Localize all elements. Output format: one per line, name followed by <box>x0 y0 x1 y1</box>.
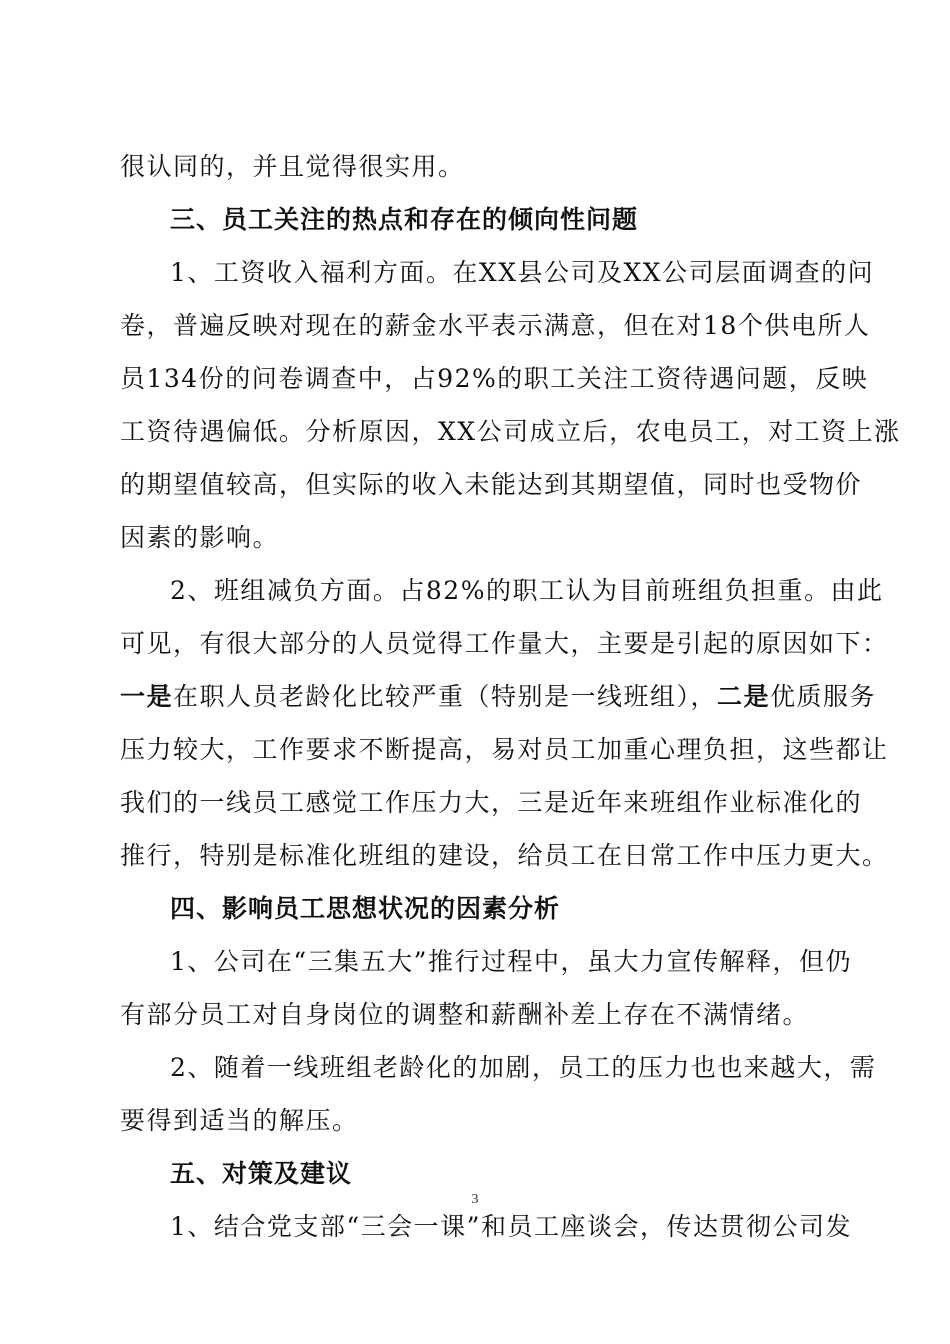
paragraph-line: 压力较大，工作要求不断提高，易对员工加重心理负担，这些都让 <box>120 735 889 764</box>
page-number: 3 <box>471 1192 479 1207</box>
paragraph-line: 推行，特别是标准化班组的建设，给员工在日常工作中压力更大。 <box>120 841 889 870</box>
paragraph-line: 1、工资收入福利方面。在XX县公司及XX公司层面调查的问 <box>170 258 875 287</box>
body-text <box>120 140 901 1253</box>
paragraph-line: 卷，普遍反映对现在的薪金水平表示满意，但在对18个供电所人 <box>120 311 871 340</box>
paragraph-line: 2、随着一线班组老龄化的加剧，员工的压力也也来越大，需 <box>170 1053 877 1082</box>
paragraph-line: 2、班组减负方面。占82%的职工认为目前班组负担重。由此 <box>170 576 884 605</box>
emphasis-second: 二是 <box>717 682 771 711</box>
paragraph-line: 因素的影响。 <box>120 523 280 552</box>
paragraph-line: 有部分员工对自身岗位的调整和薪酬补差上存在不满情绪。 <box>120 1000 810 1029</box>
paragraph-line: 1、公司在“三集五大”推行过程中，虽大力宣传解释，但仍 <box>170 947 852 976</box>
paragraph-line: 很认同的，并且觉得很实用。 <box>120 152 465 181</box>
paragraph-line: 可见，有很大部分的人员觉得工作量大，主要是引起的原因如下： <box>120 629 889 658</box>
paragraph-line: 要得到适当的解压。 <box>120 1106 359 1135</box>
paragraph-line: 员134份的问卷调查中，占92%的职工关注工资待遇问题，反映 <box>120 364 869 393</box>
text-segment: 优质服务 <box>770 682 877 711</box>
paragraph-line: 1、结合党支部“三会一课”和员工座谈会，传达贯彻公司发 <box>170 1212 852 1241</box>
text-segment: 在职人员老龄化比较严重（特别是一线班组）， <box>173 682 718 711</box>
paragraph-line: 我们的一线员工感觉工作压力大，三是近年来班组作业标准化的 <box>120 788 863 817</box>
paragraph-line-mixed <box>120 670 877 723</box>
section-heading-3: 三、员工关注的热点和存在的倾向性问题 <box>170 205 639 234</box>
emphasis-first: 一是 <box>120 682 174 711</box>
section-heading-5: 五、对策及建议 <box>170 1159 353 1188</box>
paragraph-line: 工资待遇偏低。分析原因，XX公司成立后，农电员工，对工资上涨 <box>120 417 901 446</box>
paragraph-line: 的期望值较高，但实际的收入未能达到其期望值，同时也受物价 <box>120 470 863 499</box>
section-heading-4: 四、影响员工思想状况的因素分析 <box>170 894 561 923</box>
